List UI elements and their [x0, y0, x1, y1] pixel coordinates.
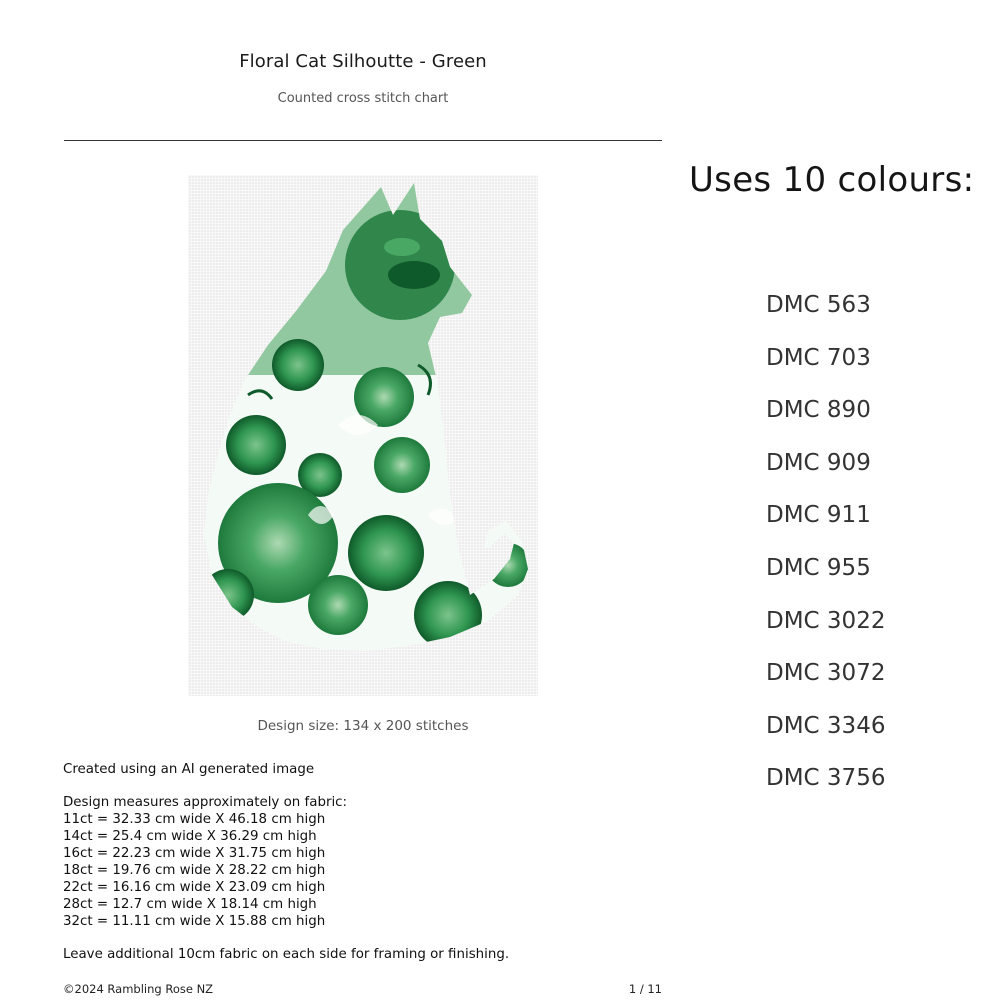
chart-title: Floral Cat Silhoutte - Green [239, 51, 487, 72]
colour-list [766, 292, 966, 818]
colour-item: DMC 3346 [766, 712, 886, 739]
measures-heading: Design measures approximately on fabric: [63, 795, 348, 810]
fabric-size-18ct: 18ct = 19.76 cm wide X 28.22 cm high [63, 863, 326, 878]
design-preview [188, 175, 538, 696]
colours-heading: Uses 10 colours: [689, 160, 975, 200]
fabric-size-16ct: 16ct = 22.23 cm wide X 31.75 cm high [63, 846, 326, 861]
colour-item: DMC 890 [766, 397, 871, 424]
copyright: ©2024 Rambling Rose NZ [63, 982, 214, 996]
fabric-size-11ct: 11ct = 32.33 cm wide X 46.18 cm high [63, 812, 326, 827]
design-notes [63, 761, 683, 963]
colour-item: DMC 3756 [766, 765, 886, 792]
fabric-size-28ct: 28ct = 12.7 cm wide X 18.14 cm high [63, 897, 317, 912]
fabric-size-32ct: 32ct = 11.11 cm wide X 15.88 cm high [63, 914, 326, 929]
colour-item: DMC 563 [766, 292, 871, 318]
fabric-size-14ct: 14ct = 25.4 cm wide X 36.29 cm high [63, 829, 317, 844]
colour-item: DMC 3072 [766, 660, 886, 687]
chart-subtitle: Counted cross stitch chart [277, 91, 449, 106]
floral-cat-silhouette-image [188, 175, 538, 696]
finishing-note: Leave additional 10cm fabric on each side for framing or finishing. [63, 947, 510, 962]
design-size-caption: Design size: 134 x 200 stitches [257, 718, 469, 734]
colour-item: DMC 955 [766, 554, 871, 581]
fabric-size-22ct: 22ct = 16.16 cm wide X 23.09 cm high [63, 880, 326, 895]
colour-item: DMC 911 [766, 502, 871, 529]
ai-credit: Created using an AI generated image [63, 762, 315, 777]
page-number: 1 / 11 [628, 982, 662, 996]
colour-item: DMC 909 [766, 449, 871, 476]
header-divider [64, 140, 662, 141]
colour-item: DMC 703 [766, 344, 871, 371]
colour-item: DMC 3022 [766, 607, 886, 634]
